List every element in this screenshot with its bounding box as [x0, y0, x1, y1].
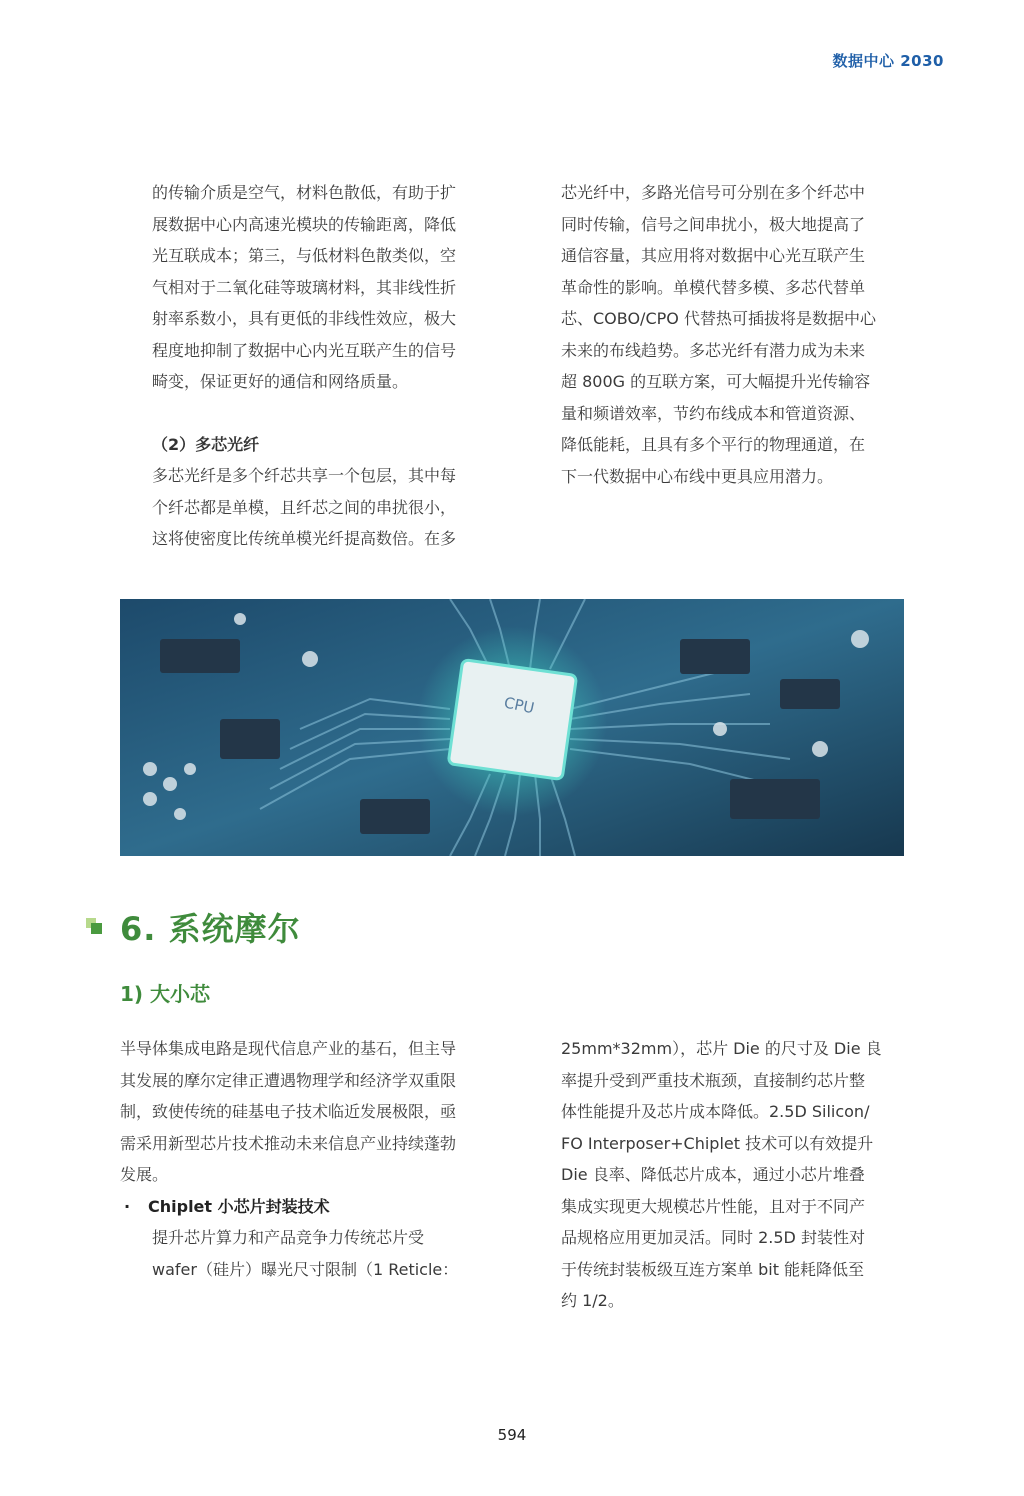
text-line: 射率系数小，具有更低的非线性效应，极大 [152, 309, 457, 328]
text-line: 发展。 [120, 1165, 169, 1184]
text-line: 光互联成本；第三，与低材料色散类似，空 [152, 246, 457, 265]
top-left-column [152, 177, 497, 555]
bottom-left-column [120, 1033, 500, 1285]
top-right-column [561, 177, 911, 492]
bullet-chiplet [120, 1191, 500, 1223]
text-line: 制，致使传统的硅基电子技术临近发展极限，亟 [120, 1102, 457, 1121]
text-line: 半导体集成电路是现代信息产业的基石，但主导 [120, 1039, 457, 1058]
section-title: 6. 系统摩尔 [120, 910, 301, 948]
text-line: 品规格应用更加灵活。同时 2.5D 封装性对 [561, 1228, 865, 1247]
text-line: 超 800G 的互联方案，可大幅提升光传输容 [561, 372, 871, 391]
bottom-right-column [561, 1033, 911, 1317]
text-line: 于传统封装板级互连方案单 bit 能耗降低至 [561, 1259, 865, 1279]
text-line: 提升芯片算力和产品竞争力传统芯片受 [152, 1228, 425, 1247]
text-line: 约 1/2。 [561, 1291, 624, 1310]
text-line: 多芯光纤是多个纤芯共享一个包层，其中每 [152, 466, 457, 485]
text-line: 同时传输，信号之间串扰小，极大地提高了 [561, 214, 866, 234]
text-line: 通信容量，其应用将对数据中心光互联产生 [561, 246, 866, 265]
text-line: 25mm*32mm），芯片 Die 的尺寸及 Die 良 [561, 1039, 882, 1058]
text-line: 下一代数据中心布线中更具应用潜力。 [561, 466, 834, 486]
subheading-multicore-fiber: （2）多芯光纤 [152, 434, 260, 454]
text-line: wafer（硅片）曝光尺寸限制（1 Reticle： [152, 1259, 459, 1279]
text-line: 程度地抑制了数据中心内光互联产生的信号 [152, 340, 457, 360]
page-number: 594 [497, 1426, 527, 1444]
text-line: 的传输介质是空气，材料色散低，有助于扩 [152, 183, 457, 202]
cpu-chip-label: CPU [502, 693, 536, 718]
section-squares-icon [86, 916, 108, 938]
section-heading [86, 904, 301, 950]
text-line: 降低能耗，且具有多个平行的物理通道，在 [561, 435, 866, 454]
text-line: 集成实现更大规模芯片性能，且对于不同产 [561, 1196, 866, 1216]
subsection-title: 1) 大小芯 [120, 982, 211, 1006]
text-line: FO Interposer+Chiplet 技术可以有效提升 [561, 1133, 874, 1153]
text-line: 芯、COBO/CPO 代替热可插拔将是数据中心 [561, 309, 876, 328]
text-line: 革命性的影响。单模代替多模、多芯代替单 [561, 277, 866, 297]
text-line: 这将使密度比传统单模光纤提高数倍。在多 [152, 529, 457, 548]
text-line: Die 良率、降低芯片成本，通过小芯片堆叠 [561, 1165, 865, 1184]
text-line: 展数据中心内高速光模块的传输距离，降低 [152, 214, 457, 234]
text-line: 畸变，保证更好的通信和网络质量。 [152, 372, 409, 391]
header-title: 数据中心 2030 [832, 52, 944, 70]
text-line: 率提升受到严重技术瓶颈，直接制约芯片整 [561, 1070, 866, 1090]
text-line: 个纤芯都是单模，且纤芯之间的串扰很小， [152, 497, 457, 517]
bullet-dot: · [124, 1196, 131, 1216]
text-line: 量和频谱效率，节约布线成本和管道资源、 [561, 403, 866, 423]
circuit-board-image [120, 599, 904, 856]
text-line: 未来的布线趋势。多芯光纤有潜力成为未来 [561, 340, 866, 360]
text-line: 体性能提升及芯片成本降低。2.5D Silicon/ [561, 1102, 870, 1121]
text-line: 其发展的摩尔定律正遭遇物理学和经济学双重限 [120, 1070, 457, 1090]
text-line: 气相对于二氧化硅等玻璃材料，其非线性折 [152, 277, 457, 297]
text-line: 芯光纤中，多路光信号可分别在多个纤芯中 [561, 183, 866, 202]
bullet-title: Chiplet 小芯片封装技术 [148, 1196, 330, 1216]
text-line: 需采用新型芯片技术推动未来信息产业持续蓬勃 [120, 1133, 457, 1153]
